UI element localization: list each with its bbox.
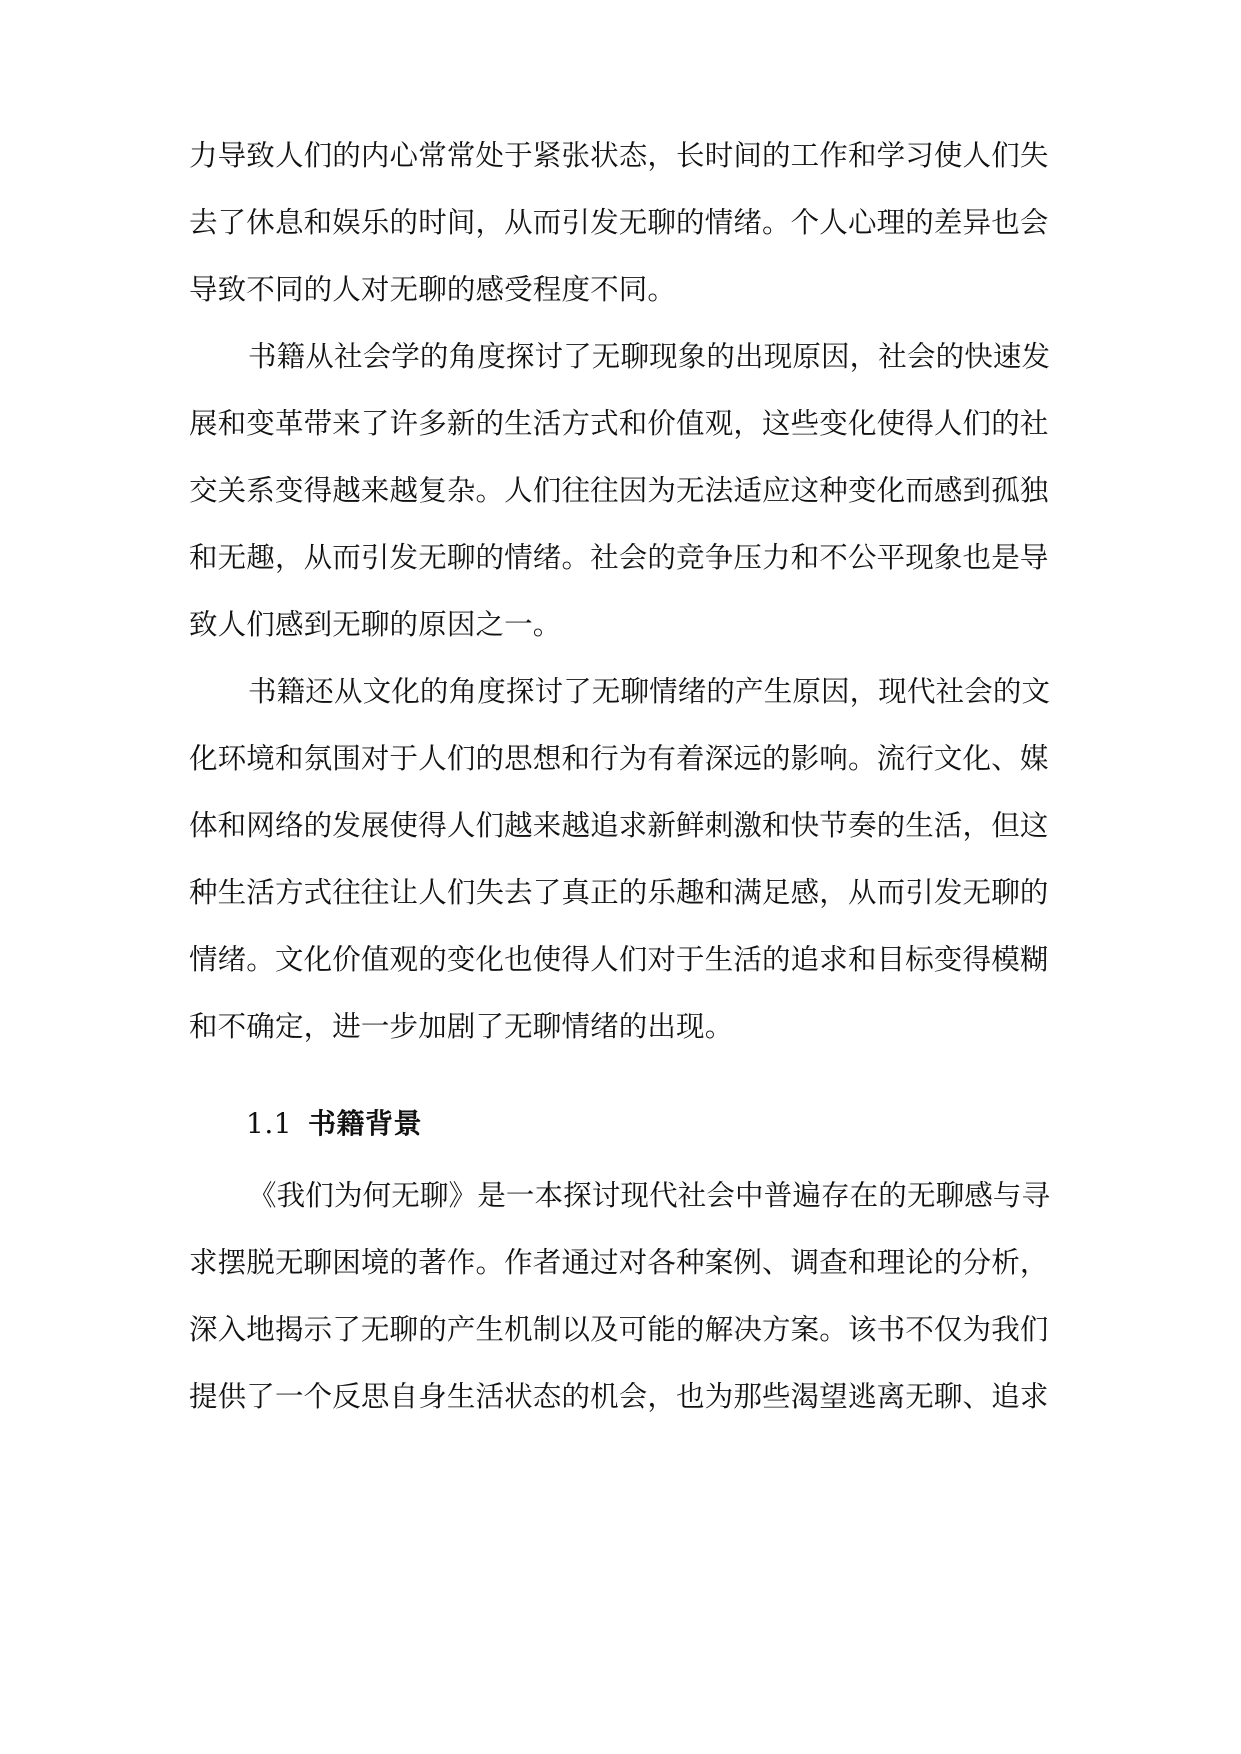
text-line: 导致不同的人对无聊的感受程度不同。	[189, 273, 677, 306]
section-heading	[246, 1104, 422, 1144]
text-line: 提供了一个反思自身生活状态的机会，也为那些渴望逃离无聊、追求	[189, 1380, 1049, 1413]
text-line: 求摆脱无聊困境的著作。作者通过对各种案例、调查和理论的分析，	[189, 1246, 1049, 1279]
text-line: 和不确定，进一步加剧了无聊情绪的出现。	[189, 1010, 734, 1043]
text-line: 深入地揭示了无聊的产生机制以及可能的解决方案。该书不仅为我们	[189, 1313, 1049, 1346]
text-line: 交关系变得越来越复杂。人们往往因为无法适应这种变化而感到孤独	[189, 474, 1049, 507]
text-line: 化环境和氛围对于人们的思想和行为有着深远的影响。流行文化、媒	[189, 742, 1049, 775]
section-title: 书籍背景	[308, 1107, 423, 1140]
text-line: 去了休息和娱乐的时间，从而引发无聊的情绪。个人心理的差异也会	[189, 206, 1049, 239]
text-line: 和无趣，从而引发无聊的情绪。社会的竞争压力和不公平现象也是导	[189, 541, 1049, 574]
text-line: 《我们为何无聊》是一本探讨现代社会中普遍存在的无聊感与寻	[248, 1179, 1051, 1212]
section-number: 1.1	[246, 1107, 293, 1140]
text-line: 体和网络的发展使得人们越来越追求新鲜刺激和快节奏的生活，但这	[189, 809, 1049, 842]
text-line: 情绪。文化价值观的变化也使得人们对于生活的追求和目标变得模糊	[189, 943, 1049, 976]
text-line: 种生活方式往往让人们失去了真正的乐趣和满足感，从而引发无聊的	[189, 876, 1049, 909]
text-line: 展和变革带来了许多新的生活方式和价值观，这些变化使得人们的社	[189, 407, 1049, 440]
text-line: 书籍从社会学的角度探讨了无聊现象的出现原因，社会的快速发	[248, 340, 1051, 373]
text-line: 书籍还从文化的角度探讨了无聊情绪的产生原因，现代社会的文	[248, 675, 1051, 708]
text-line: 力导致人们的内心常常处于紧张状态，长时间的工作和学习使人们失	[189, 139, 1049, 172]
text-line: 致人们感到无聊的原因之一。	[189, 608, 562, 641]
